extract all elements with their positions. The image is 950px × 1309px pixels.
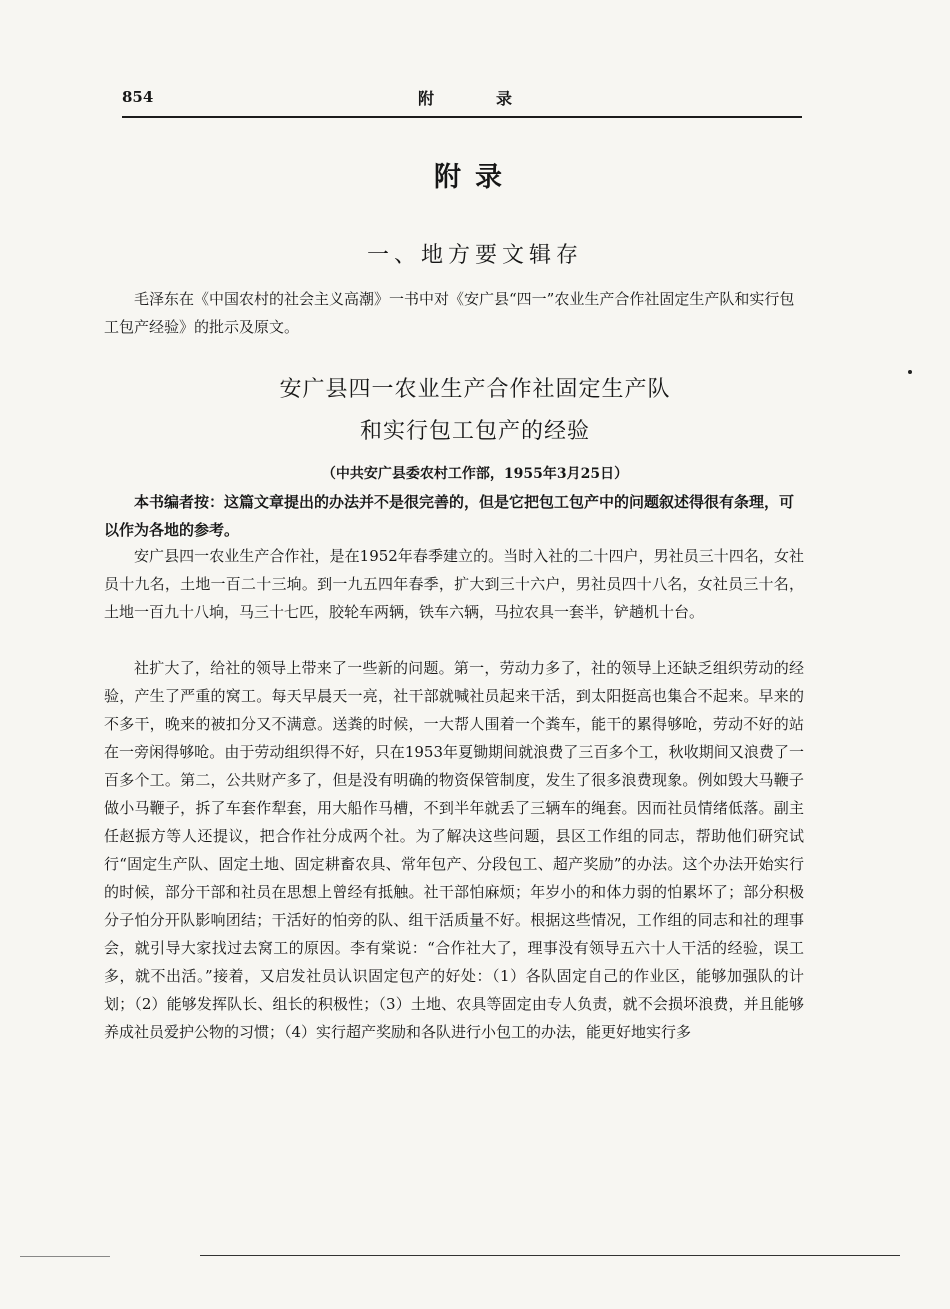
section-title: 附录 (434, 162, 516, 193)
article-byline: （中共安广县委农村工作部，1955年3月25日） (321, 466, 629, 482)
body-paragraph: 社扩大了，给社的领导上带来了一些新的问题。第一，劳动力多了，社的领导上还缺乏组织劳动的经验，产生了严重的窝工。每天早晨天一亮，社干部就喊社员起来干活，到太阳挺高也集合不起来。早来的不多干，晚来的被扣分又不满意。送粪的时候，一大帮人围着一个粪车，能干的累得够呛，劳动不好的站在一旁闲得够呛。由于劳动组织得不好，只在1953年夏锄期间就浪费了三百多个工，秋收期间又浪费了一百多个工。第二，公共财产多了，但是没有明确的物资保管制度，发生了很多浪费现象。例如毁大马鞭子做小马鞭子，拆了车套作犁套，用大船作马槽，不到半年就丢了三辆车的绳套。因而社员情绪低落。副主任赵振方等人还提议，把合作社分成两个社。为了解决这些问题，县区工作组的同志，帮助他们研究试行“固定生产队、固定土地、固定耕畜农具、常年包产、分段包工、超产奖励”的办法。这个办法开始实行的时候，部分干部和社员在思想上曾经有抵触。社干部怕麻烦；年岁小的和体力弱的怕累坏了；部分积极分子怕分开队影响团结；干活好的怕旁的队、组干活质量不好。根据这些情况，工作组的同志和社的理事会，就引导大家找过去窝工的原因。李有棠说：“合作社大了，理事没有领导五六十人干活的经验，误工多，就不出活。”接着，又启发社员认识固定包产的好处：（1）各队固定自己的作业区，能够加强队的计划；（2）能够发挥队长、组长的积极性；（3）土地、农具等固定由专人负责，就不会损坏浪费，并且能够养成社员爱护公物的习惯；（4）实行超产奖励和各队进行小包工的办法，能更好地实行多 (104, 659, 804, 1041)
page-number: 854 (122, 88, 154, 106)
article-title-line-2: 和实行包工包产的经验 (359, 419, 590, 444)
subsection-title: 一、地方要文辑存 (366, 243, 583, 268)
editor-note-text: 这篇文章提出的办法并不是很完善的，但是它把包工包产中的问题叙述得很有条理，可以作为各地的参考。 (104, 493, 795, 539)
running-title: 附录 (418, 89, 575, 108)
footer-rule (200, 1255, 900, 1256)
footer-rule (20, 1256, 110, 1257)
intro-paragraph: 毛泽东在《中国农村的社会主义高潮》一书中对《安广县“四一”农业生产合作社固定生产队和实行包工包产经验》的批示及原文。 (104, 290, 795, 336)
article-title-line-1: 安广县四一农业生产合作社固定生产队 (279, 377, 671, 402)
running-header (122, 86, 802, 118)
scan-speck (908, 370, 912, 374)
body-paragraph: 安广县四一农业生产合作社，是在1952年春季建立的。当时入社的二十四户，男社员三十四名，女社员十九名，土地一百二十三垧。到一九五四年春季，扩大到三十六户，男社员四十八名，女社员三十名，土地一百九十八垧，马三十七匹，胶轮车两辆，铁车六辆，马拉农具一套半，铲趟机十台。 (104, 547, 804, 621)
editor-note (104, 488, 804, 544)
editor-note-label: 本书编者按： (134, 493, 225, 511)
